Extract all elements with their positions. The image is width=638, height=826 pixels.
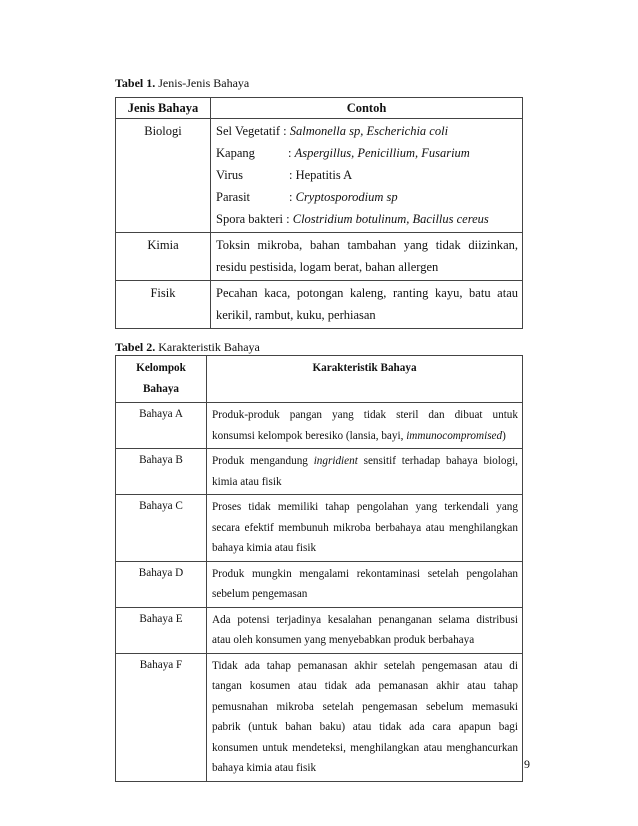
example-label: Sel Vegetatif [216, 124, 280, 138]
table-row [116, 653, 523, 781]
table2-header-karakteristik: Karakteristik Bahaya [207, 356, 523, 403]
example-sep: : [283, 212, 293, 226]
table-row [116, 449, 523, 495]
text-line: Produk-produk pangan yang tidak steril dan dibuat untuk [212, 409, 518, 421]
table-row [116, 607, 523, 653]
example-line [216, 186, 518, 208]
text-line: secara efektif membunuh mikroba berbahaya atau menghilangkan [212, 521, 518, 534]
text-part: Produk mengandung [212, 455, 314, 467]
text-line: Produk mungkin mengalami rekontaminasi setelah pengolahan [212, 567, 518, 580]
table1-caption-title: Jenis-Jenis Bahaya [155, 76, 250, 90]
text-line: atau oleh konsumen yang menyebabkan produk berbahaya [212, 634, 475, 646]
text-line: Pecahan kaca, potongan kaleng, ranting kayu, batu atau [216, 286, 518, 300]
example-label: Parasit [216, 190, 251, 204]
table-row [116, 561, 523, 607]
group-label: Bahaya C [116, 495, 207, 562]
table1-caption-label: Tabel 1. [115, 76, 156, 90]
text-line [212, 451, 518, 472]
example-value: Hepatitis A [295, 168, 353, 182]
example-sep: : [289, 168, 296, 182]
group-label: Bahaya D [116, 561, 207, 607]
example-line [216, 164, 518, 186]
page-number: 9 [524, 757, 530, 771]
text-line: kerikil, rambut, kuku, perhiasan [216, 308, 376, 322]
group-label: Bahaya F [116, 653, 207, 781]
table1-header-jenis: Jenis Bahaya [116, 98, 211, 119]
category-fisik: Fisik [116, 281, 211, 329]
characteristic-text [207, 495, 523, 562]
text-line: sebelum pengemasan [212, 588, 308, 600]
text-italic: ingridient [313, 455, 358, 467]
table-row [116, 119, 523, 233]
text-line: pemusnahan mikroba setelah pengemasan sebelum memasuki [212, 700, 518, 713]
category-biologi: Biologi [116, 119, 211, 233]
example-line [216, 120, 518, 142]
table1-caption [115, 76, 249, 90]
table2 [115, 355, 523, 782]
example-sep: : [289, 190, 296, 204]
table-row [116, 233, 523, 281]
group-label: Bahaya B [116, 449, 207, 495]
characteristic-text [207, 449, 523, 495]
kimia-examples [211, 233, 523, 281]
text-line: Ada potensi terjadinya kesalahan penanganan selama distribusi [212, 613, 518, 626]
example-line [216, 208, 518, 230]
group-label: Bahaya E [116, 607, 207, 653]
example-sep: : [288, 146, 295, 160]
text-line: Tidak ada tahap pemanasan akhir setelah pengemasan atau di [212, 659, 518, 672]
example-label: Kapang [216, 146, 255, 160]
example-value: Cryptosporodium sp [295, 190, 398, 204]
table-row [116, 495, 523, 562]
table-row [116, 281, 523, 329]
group-label: Bahaya A [116, 403, 207, 449]
characteristic-text [207, 403, 523, 449]
table2-header-kelompok [116, 356, 207, 403]
table1-header-contoh: Contoh [211, 98, 523, 119]
table2-caption-label: Tabel 2. [115, 340, 156, 354]
example-value: Aspergillus, Penicillium, Fusarium [294, 146, 470, 160]
example-label: Virus [216, 168, 244, 182]
table2-caption [115, 340, 260, 354]
example-sep: : [280, 124, 290, 138]
text-line: Proses tidak memiliki tahap pengolahan yang terkendali yang [212, 501, 518, 513]
text-line: pabrik (untuk bahan baku) atau tidak ada cara apapun bagi [212, 721, 518, 733]
fisik-examples [211, 281, 523, 329]
text-line: bahaya kimia atau fisik [212, 762, 317, 774]
text-line: residu pestisida, logam berat, bahan allergen [216, 260, 439, 274]
text-italic: immunocompromised [406, 429, 503, 442]
characteristic-text [207, 653, 523, 781]
header-line: Kelompok [136, 362, 186, 374]
text-part: konsumsi kelompok beresiko (lansia, bayi, [212, 429, 407, 442]
text-line [212, 426, 518, 447]
text-part: ) [502, 429, 506, 442]
example-value: Clostridium botulinum, Bacillus cereus [292, 212, 489, 226]
text-line: konsumen untuk mendeteksi, menghilangkan atau menghancurkan [212, 741, 518, 754]
text-line: kimia atau fisik [212, 475, 282, 488]
table-row [116, 403, 523, 449]
text-line: Toksin mikroba, bahan tambahan yang tidak diizinkan, [216, 238, 518, 252]
example-label: Spora bakteri [216, 212, 283, 226]
header-line: Bahaya [142, 383, 180, 395]
table2-caption-title: Karakteristik Bahaya [155, 340, 260, 354]
example-value: Salmonella sp, Escherichia coli [289, 124, 449, 138]
text-line: tangan kosumen atau tidak ada pemanasan akhir atau tahap [212, 680, 518, 692]
category-kimia: Kimia [116, 233, 211, 281]
table1-header-row [116, 98, 523, 119]
table1 [115, 97, 523, 329]
text-part: sensitif terhadap bahaya biologi, [357, 455, 518, 467]
biologi-examples [211, 119, 523, 233]
characteristic-text [207, 561, 523, 607]
table2-header-row [116, 356, 523, 403]
text-line: bahaya kimia atau fisik [212, 542, 317, 554]
characteristic-text [207, 607, 523, 653]
example-line [216, 142, 518, 164]
